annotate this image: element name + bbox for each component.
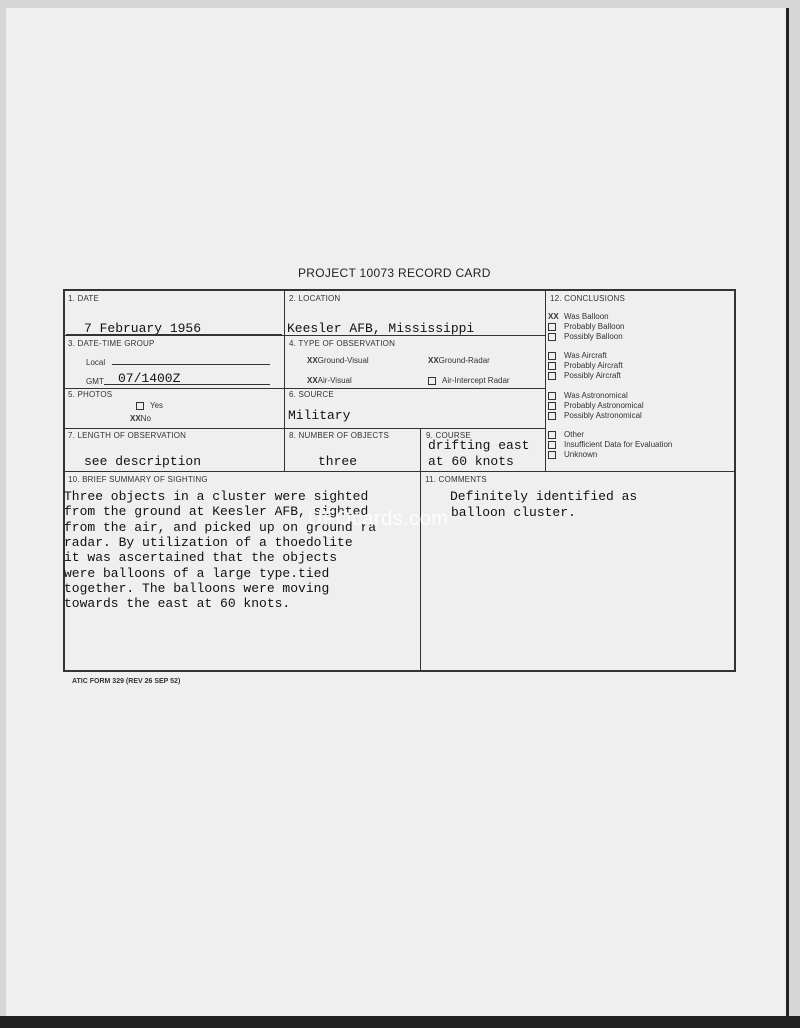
- conclusion-checkbox: [548, 351, 564, 360]
- summary-line: Three objects in a cluster were sighted: [64, 489, 369, 504]
- checkbox: [548, 352, 556, 360]
- conclusion-checkbox: [548, 401, 564, 410]
- ground-visual-option[interactable]: [307, 356, 369, 365]
- photos-yes-option[interactable]: [136, 401, 163, 410]
- conclusion-option[interactable]: [548, 332, 623, 341]
- conclusion-checkbox: [548, 322, 564, 331]
- conclusion-option[interactable]: [548, 371, 621, 380]
- conclusion-text: Other: [564, 430, 585, 439]
- ground-radar-mark: XX: [428, 356, 439, 365]
- gmt-value: 07/1400Z: [118, 371, 181, 386]
- summary-line: towards the east at 60 knots.: [64, 596, 291, 612]
- conclusion-text: Was Astronomical: [564, 391, 628, 400]
- ground-radar-text: Ground-Radar: [438, 356, 490, 365]
- location-label: 2. LOCATION: [289, 294, 341, 303]
- summary-line: from the air, and picked up on ground ra: [64, 519, 377, 535]
- source-label: 6. SOURCE: [289, 390, 334, 399]
- conclusion-text: Possibly Aircraft: [564, 371, 621, 380]
- source-value: Military: [288, 408, 351, 423]
- conclusion-checkbox: [548, 430, 564, 439]
- conclusion-checkbox: [548, 361, 564, 370]
- checkbox: [548, 362, 556, 370]
- conclusion-checkbox: [548, 332, 564, 341]
- divider: [64, 388, 545, 389]
- conclusion-text: Unknown: [564, 450, 598, 459]
- checkbox: [548, 333, 556, 341]
- checkbox: [548, 412, 556, 420]
- watermark: UFOcards.com: [308, 508, 449, 530]
- checkbox: [548, 451, 556, 459]
- summary-line: were balloons of a large type.tied: [64, 565, 330, 581]
- conclusion-option[interactable]: [548, 450, 597, 459]
- conclusion-text: Insufficient Data for Evaluation: [564, 440, 673, 449]
- divider: [284, 290, 285, 471]
- conclusion-checkbox: [548, 411, 564, 420]
- scan-edge: [0, 1016, 800, 1028]
- conclusion-mark: XX: [548, 312, 559, 321]
- course-line-1: drifting east: [428, 438, 530, 453]
- conclusions-label: 12. CONCLUSIONS: [550, 294, 626, 303]
- conclusion-checkbox: [548, 371, 564, 380]
- ground-visual-mark: XX: [307, 356, 318, 365]
- conclusion-text: Was Aircraft: [564, 351, 607, 360]
- location-value: Keesler AFB, Mississippi: [287, 321, 475, 336]
- date-label: 1. DATE: [68, 294, 100, 303]
- comment-line: Definitely identified as: [450, 489, 638, 504]
- divider: [420, 428, 421, 671]
- checkbox: [548, 402, 556, 410]
- checkbox: [548, 441, 556, 449]
- checkbox: [428, 377, 436, 385]
- form-footer: ATIC FORM 329 (REV 26 SEP 52): [72, 678, 181, 685]
- conclusion-text: Possibly Balloon: [564, 332, 623, 341]
- date-underline: [66, 334, 282, 335]
- dtg-label: 3. DATE-TIME GROUP: [68, 339, 155, 348]
- summary-line: together. The balloons were moving: [64, 580, 330, 596]
- air-visual-option[interactable]: [307, 376, 352, 385]
- summary-label: 10. BRIEF SUMMARY OF SIGHTING: [68, 475, 208, 484]
- conclusion-option[interactable]: [548, 312, 609, 321]
- gmt-underline: [104, 384, 270, 385]
- conclusion-option[interactable]: [548, 401, 644, 410]
- photos-no-text: No: [140, 414, 151, 423]
- card-title: PROJECT 10073 RECORD CARD: [298, 266, 491, 280]
- comment-line: balloon cluster.: [451, 505, 576, 520]
- conclusion-option[interactable]: [548, 411, 642, 420]
- conclusion-option[interactable]: [548, 351, 607, 360]
- air-visual-text: Air-Visual: [317, 376, 352, 385]
- conclusion-text: Was Balloon: [564, 312, 609, 321]
- conclusion-checkbox: [548, 450, 564, 459]
- ground-radar-option[interactable]: [428, 356, 490, 365]
- summary-line: from the ground at Keesler AFB, sighted: [64, 504, 369, 520]
- checkbox: [548, 392, 556, 400]
- conclusion-text: Probably Balloon: [564, 322, 625, 331]
- air-intercept-text: Air-Intercept Radar: [442, 376, 510, 385]
- course-line-2: at 60 knots: [428, 454, 514, 469]
- length-label: 7. LENGTH OF OBSERVATION: [68, 431, 187, 440]
- air-intercept-option[interactable]: [428, 376, 510, 385]
- conclusion-option[interactable]: [548, 440, 672, 449]
- comments-label: 11. COMMENTS: [425, 475, 487, 484]
- local-label: Local: [86, 358, 106, 367]
- divider: [64, 428, 545, 429]
- conclusion-option[interactable]: [548, 430, 584, 439]
- gmt-label: GMT: [86, 377, 104, 386]
- date-value: 7 February 1956: [84, 321, 202, 336]
- type-obs-label: 4. TYPE OF OBSERVATION: [289, 339, 396, 348]
- ground-visual-text: Ground-Visual: [317, 356, 369, 365]
- conclusion-checkbox: [548, 391, 564, 400]
- checkbox: [136, 402, 144, 410]
- conclusion-text: Possibly Astronomical: [564, 411, 642, 420]
- num-objects-label: 8. NUMBER OF OBJECTS: [289, 431, 390, 440]
- num-objects-value: three: [318, 454, 358, 469]
- divider: [545, 290, 546, 471]
- air-visual-mark: XX: [307, 376, 318, 385]
- local-underline: [112, 364, 270, 365]
- divider: [64, 471, 735, 472]
- summary-line: it was ascertained that the objects: [64, 550, 338, 566]
- summary-line: radar. By utilization of a thoedolite: [64, 534, 353, 550]
- course-label: 9. COURSE: [426, 431, 471, 440]
- length-value: see description: [84, 454, 202, 469]
- conclusion-option[interactable]: [548, 361, 623, 370]
- conclusion-text: Probably Aircraft: [564, 361, 623, 370]
- conclusion-option[interactable]: [548, 322, 624, 331]
- checkbox: [548, 431, 556, 439]
- photos-yes-text: Yes: [150, 401, 164, 410]
- conclusion-text: Probably Astronomical: [564, 401, 644, 410]
- conclusion-checkbox: [548, 440, 564, 449]
- checkbox: [548, 372, 556, 380]
- photos-label: 5. PHOTOS: [68, 390, 113, 399]
- photos-no-mark: XX: [130, 414, 141, 423]
- conclusion-option[interactable]: [548, 391, 628, 400]
- photos-no-option[interactable]: [130, 414, 151, 423]
- checkbox: [548, 323, 556, 331]
